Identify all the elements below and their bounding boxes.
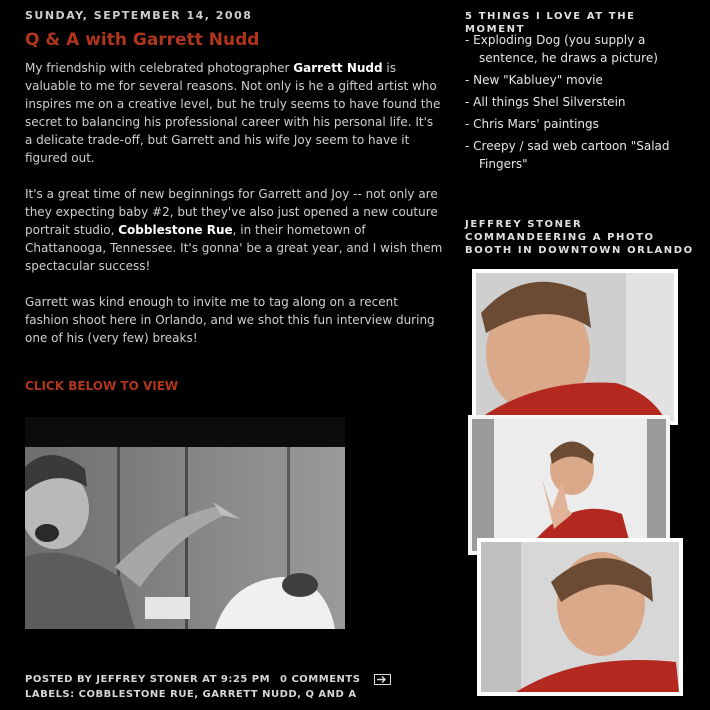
garrett-nudd-link[interactable]: Garrett Nudd [293,61,383,75]
date-header: SUNDAY, SEPTEMBER 14, 2008 [25,9,253,22]
click-below-label: CLICK BELOW TO VIEW [25,379,179,393]
sidebar-heading-things: 5 THINGS I LOVE AT THE MOMENT [465,11,636,35]
list-item[interactable]: - All things Shel Silverstein [465,95,626,109]
paragraph-2: It's a great time of new beginnings for Garrett and Joy -- not only are they expecting baby #2, but they've also just opened a new couture portrait studio, Cobblestone Rue, in their hometown of Chattanooga, Tennessee. It's gonna' be a great year, and I wish them spectacular success! [25,187,443,273]
photobooth-photo-1 [472,269,678,425]
comments-link[interactable]: 0 COMMENTS [280,674,361,685]
email-post-icon[interactable] [374,674,391,685]
video-top-bar [25,417,345,447]
list-item[interactable]: - Chris Mars' paintings [465,117,599,131]
things-list [465,31,685,177]
post-title[interactable]: Q & A with Garrett Nudd [25,30,260,50]
paragraph-3: Garrett was kind enough to invite me to tag along on a recent fashion shoot here in Orlando, and we shot this fun interview during one of his (very few) breaks! [25,295,435,345]
post-body [25,59,443,365]
list-item[interactable]: - Creepy / sad web cartoon "Salad Fingers" [465,139,670,171]
list-item[interactable]: - New "Kabluey" movie [465,73,603,87]
sidebar-heading-photobooth: JEFFREY STONER COMMANDEERING A PHOTO BOOTH IN DOWNTOWN ORLANDO [465,219,694,256]
cobblestone-rue-link[interactable]: Cobblestone Rue [118,223,233,237]
paragraph-1: My friendship with celebrated photographer Garrett Nudd is valuable to me for several reasons. Not only is he a gifted artist who inspires me on a creative level, but he truly seems to have found the secret to balancing his professional career with his personal life. It's a delicate trade-off, but Garrett and his wife Joy seem to have it figured out. [25,61,441,165]
post-footer [25,673,391,702]
list-item[interactable]: - Exploding Dog (you supply a sentence, he draws a picture) [465,33,658,65]
photobooth-photo-2 [468,415,670,555]
posted-by: POSTED BY JEFFREY STONER AT 9:25 PM [25,674,271,685]
labels-line[interactable]: LABELS: COBBLESTONE RUE, GARRETT NUDD, Q AND A [25,689,357,700]
video-frame-image [25,447,345,629]
video-player[interactable] [25,417,345,629]
photobooth-photo-3 [477,538,683,696]
